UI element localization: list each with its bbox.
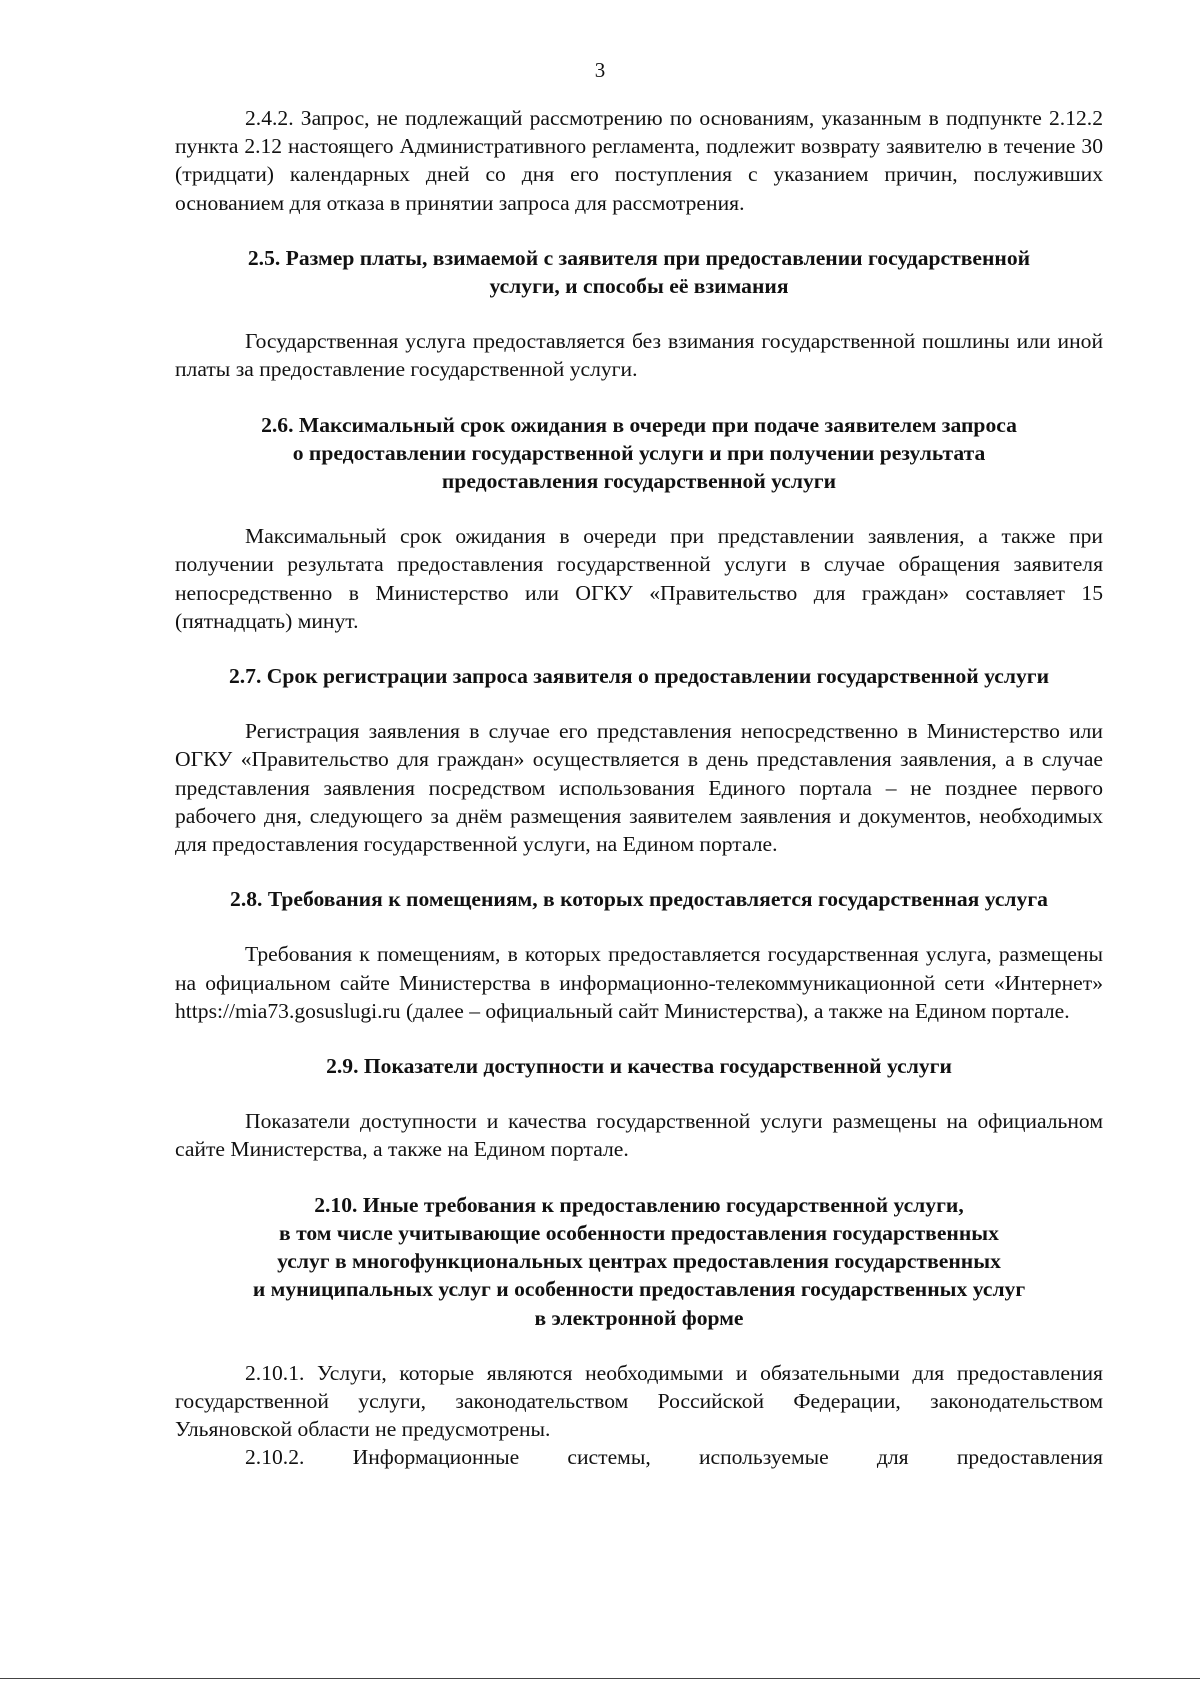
heading-line: 2.5. Размер платы, взимаемой с заявителя при предоставлении государственной	[247, 245, 1031, 270]
heading-line: 2.7. Срок регистрации запроса заявителя о предоставлении государственной услуги	[228, 664, 1050, 689]
document-body	[175, 104, 1103, 1472]
paragraph-first-line	[175, 1443, 1103, 1471]
heading-line: предоставления государственной услуги	[441, 469, 837, 494]
block-spacer	[175, 635, 1103, 662]
heading-line: в том числе учитывающие особенности предоставления государственных	[279, 1220, 999, 1245]
word: 2.10.2.	[245, 1445, 305, 1470]
section-heading	[175, 244, 1103, 300]
section-heading	[175, 1052, 1103, 1080]
heading-line: в электронной форме	[534, 1305, 744, 1330]
block-spacer	[175, 1080, 1103, 1107]
page-number: 3	[594, 58, 606, 82]
word: используемые	[698, 1445, 829, 1470]
heading-line: 2.9. Показатели доступности и качества государственной услуги	[326, 1054, 952, 1079]
paragraph: 2.10.1. Услуги, которые являются необходимыми и обязательными для предоставления государственной услуги, законодательством Российской Федерации, законодательством Ульяновской области не предусмотрены.	[175, 1360, 1103, 1442]
paragraph: 2.4.2. Запрос, не подлежащий рассмотрению по основаниям, указанным в подпункте 2.12.2 пункта 2.12 настоящего Административного регламента, подлежит возврату заявителю в течение 30 (тридцати) календарных дней со дня его поступления с указанием причин, послуживших основанием для отказа в принятии запроса для рассмотрения.	[175, 106, 1103, 215]
section-heading	[175, 1191, 1103, 1332]
section-heading	[175, 885, 1103, 913]
block-spacer	[175, 1025, 1103, 1052]
heading-line: 2.10. Иные требования к предоставлению государственной услуги,	[314, 1192, 964, 1217]
section-heading	[175, 411, 1103, 496]
word: предоставления	[956, 1445, 1103, 1470]
paragraph: Государственная услуга предоставляется без взимания государственной пошлины или иной платы за предоставление государственной услуги.	[175, 329, 1103, 382]
paragraph: Регистрация заявления в случае его представления непосредственно в Министерство или ОГКУ «Правительство для граждан» осуществляется в день представления заявления, а в случае представления заявления посредством использования Единого портала – не позднее первого рабочего дня, следующего за днём размещения заявителем заявления и документов, необходимых для предоставления государственной услуги, на Едином портале.	[175, 719, 1103, 857]
heading-line: услуги, и способы её взимания	[489, 274, 789, 299]
heading-line: услуг в многофункциональных центрах предоставления государственных	[277, 1249, 1001, 1274]
bottom-rule	[0, 1678, 1200, 1679]
word: Информационные	[352, 1445, 520, 1470]
paragraph: Максимальный срок ожидания в очереди при представлении заявления, а также при получении результата предоставления государственной услуги в случае обращения заявителя непосредственно в Министерство или ОГКУ «Правительство для граждан» составляет 15 (пятнадцать) минут.	[175, 524, 1103, 633]
word: системы,	[567, 1445, 651, 1470]
heading-line: о предоставлении государственной услуги и при получении результата	[292, 440, 986, 465]
paragraph: Требования к помещениям, в которых предоставляется государственная услуга, размещены на официальном сайте Министерства в информационно-телекоммуникационной сети «Интернет» https://mia73.gosuslugi.ru (далее – официальный сайт Министерства), а также на Едином портале.	[175, 942, 1103, 1023]
block-spacer	[175, 384, 1103, 411]
block-spacer	[175, 690, 1103, 717]
heading-line: 2.6. Максимальный срок ожидания в очереди при подаче заявителем запроса	[261, 412, 1017, 437]
heading-line: 2.8. Требования к помещениям, в которых предоставляется государственная услуга	[230, 887, 1048, 912]
paragraph: Показатели доступности и качества государственной услуги размещены на официальном сайте Министерства, а также на Едином портале.	[175, 1109, 1103, 1162]
block-spacer	[175, 300, 1103, 327]
block-spacer	[175, 913, 1103, 940]
block-spacer	[175, 217, 1103, 244]
block-spacer	[175, 1164, 1103, 1191]
block-spacer	[175, 495, 1103, 522]
block-spacer	[175, 858, 1103, 885]
section-heading	[175, 662, 1103, 690]
word: для	[876, 1445, 909, 1470]
heading-line: и муниципальных услуг и особенности предоставления государственных услуг	[252, 1277, 1026, 1302]
block-spacer	[175, 1332, 1103, 1359]
